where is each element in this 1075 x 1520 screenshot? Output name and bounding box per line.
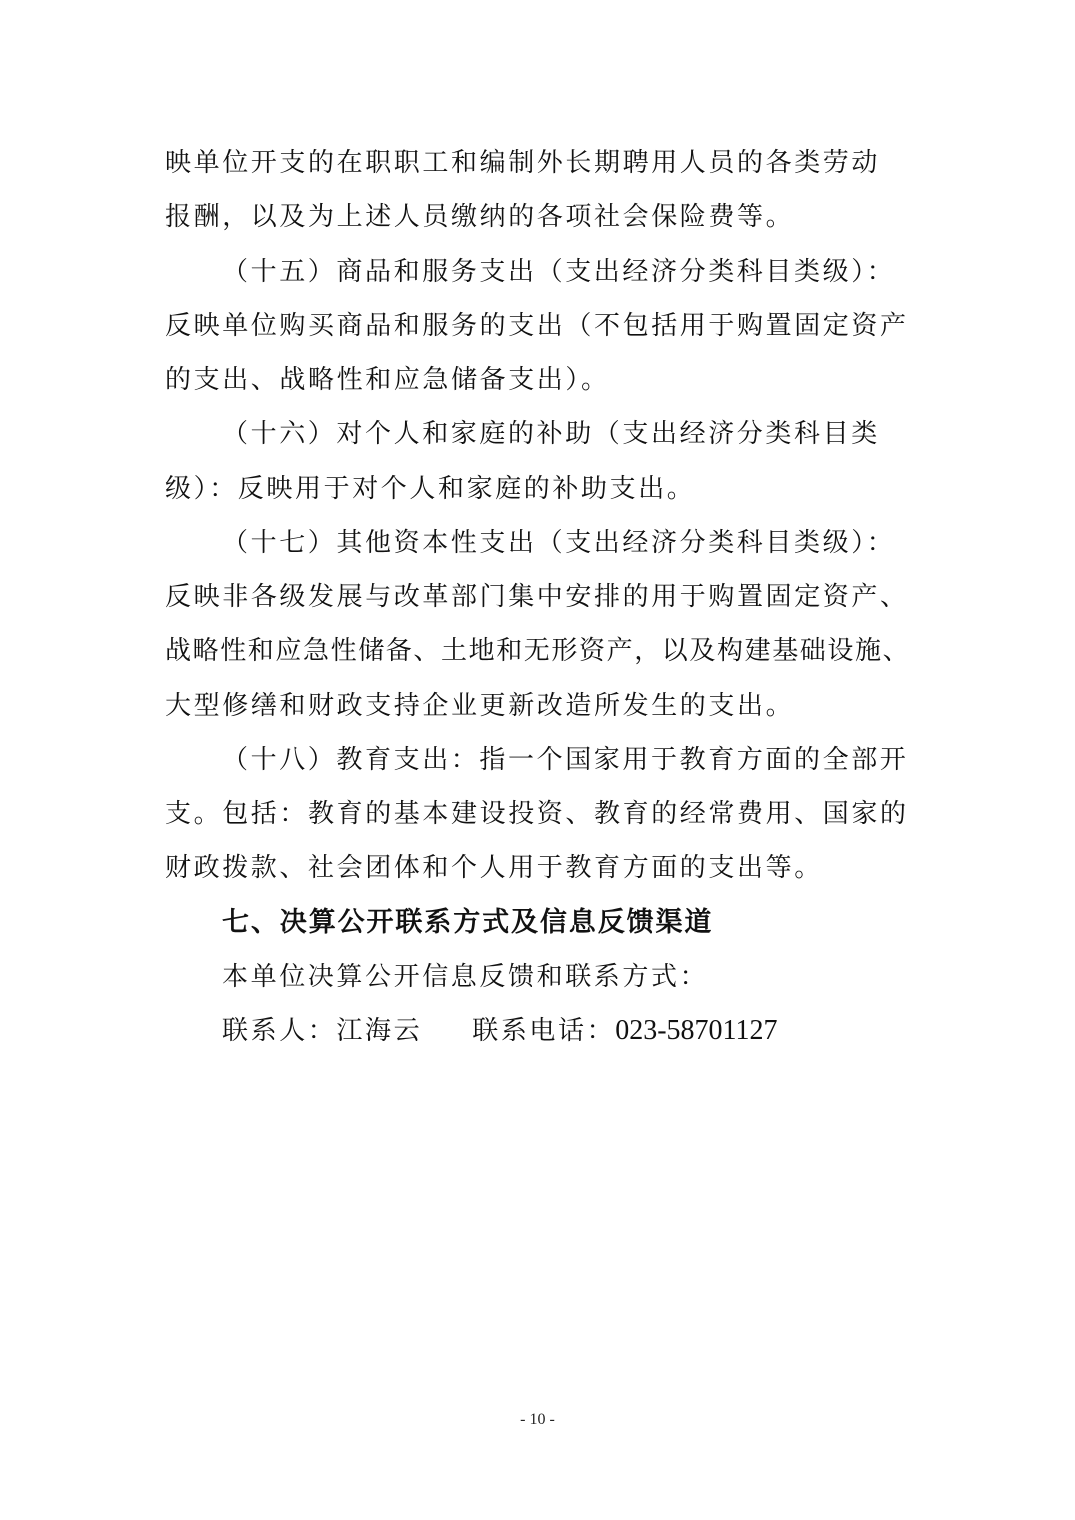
paragraph-goods-services [165, 245, 1045, 408]
text-line: 级）：反映用于对个人和家庭的补助支出。 [165, 473, 696, 504]
contact-phone-number: 023-58701127 [615, 1015, 778, 1046]
text-line: （十六）对个人和家庭的补助（支出经济分类科目类 [222, 419, 880, 450]
contact-intro: 本单位决算公开信息反馈和联系方式： [222, 961, 709, 992]
text-line: 大型修缮和财政支持企业更新改造所发生的支出。 [165, 690, 795, 721]
contact-person-name: 江海云 [336, 1016, 423, 1046]
page-body [165, 136, 1045, 1058]
text-line: 战略性和应急性储备、土地和无形资产，以及构建基础设施、 [165, 636, 911, 667]
text-line: 支。包括：教育的基本建设投资、教育的经常费用、国家的 [165, 799, 909, 829]
text-line: （十八）教育支出：指一个国家用于教育方面的全部开 [222, 744, 909, 775]
text-line: （十五）商品和服务支出（支出经济分类科目类级）： [222, 256, 896, 287]
paragraph-labor-compensation [165, 136, 1045, 245]
paragraph-capital-expenditure [165, 516, 1045, 733]
page-number: - 10 - [520, 1411, 555, 1428]
text-line: （十七）其他资本性支出（支出经济分类科目类级）： [222, 527, 896, 558]
section-contact [165, 896, 1045, 1059]
text-line: 的支出、战略性和应急储备支出）。 [165, 365, 610, 395]
text-line: 反映单位购买商品和服务的支出（不包括用于购置固定资产 [165, 310, 909, 341]
text-line: 财政拨款、社会团体和个人用于教育方面的支出等。 [165, 853, 823, 884]
paragraph-education-expenditure [165, 733, 1045, 896]
text-line: 反映非各级发展与改革部门集中安排的用于购置固定资产、 [165, 582, 909, 612]
section-heading: 七、决算公开联系方式及信息反馈渠道 [222, 906, 714, 938]
contact-person-label: 联系人： [222, 1016, 337, 1046]
contact-phone-label: 联系电话： [472, 1016, 616, 1046]
text-line: 映单位开支的在职职工和编制外长期聘用人员的各类劳动 [165, 148, 881, 178]
text-line: 报酬，以及为上述人员缴纳的各项社会保险费等。 [165, 202, 795, 233]
paragraph-household-subsidy [165, 407, 1045, 516]
contact-line [165, 1004, 1045, 1058]
